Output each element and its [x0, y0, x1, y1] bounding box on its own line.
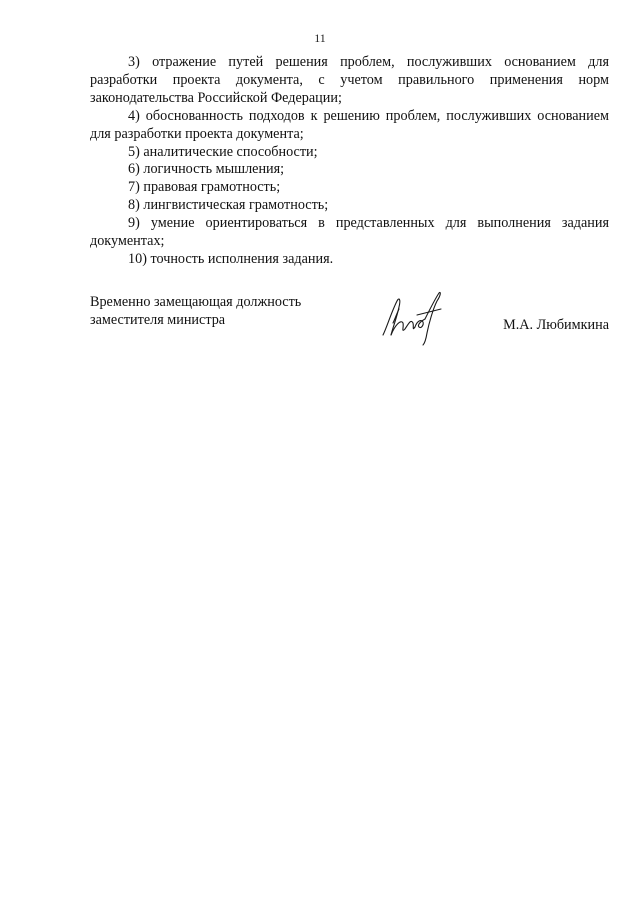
list-item: 5) аналитические способности;: [128, 143, 318, 160]
signature-block: [90, 294, 609, 354]
list-item: 4) обоснованность подходов к решению проблем, послуживших основанием для разработки проекта документа;: [90, 107, 609, 142]
page-number: 11: [314, 31, 326, 45]
document-body: [90, 54, 609, 269]
signatory-title-line: Временно замещающая должность: [90, 294, 302, 310]
list-item: 9) умение ориентироваться в представленных для выполнения задания документах;: [90, 215, 609, 250]
list-item: 3) отражение путей решения проблем, послуживших основанием для разработки проекта документа, с учетом правильного применения норм законодательства Российской Федерации;: [90, 54, 609, 106]
signatory-name: М.А. Любимкина: [503, 317, 609, 333]
handwritten-signature: [379, 289, 449, 347]
list-item: 7) правовая грамотность;: [128, 179, 281, 196]
signatory-title: [90, 294, 301, 330]
list-item: 8) лингвистическая грамотность;: [128, 197, 329, 214]
list-item: 10) точность исполнения задания.: [128, 250, 334, 267]
list-item: 6) логичность мышления;: [128, 161, 285, 178]
signatory-title-line: заместителя министра: [90, 311, 226, 328]
